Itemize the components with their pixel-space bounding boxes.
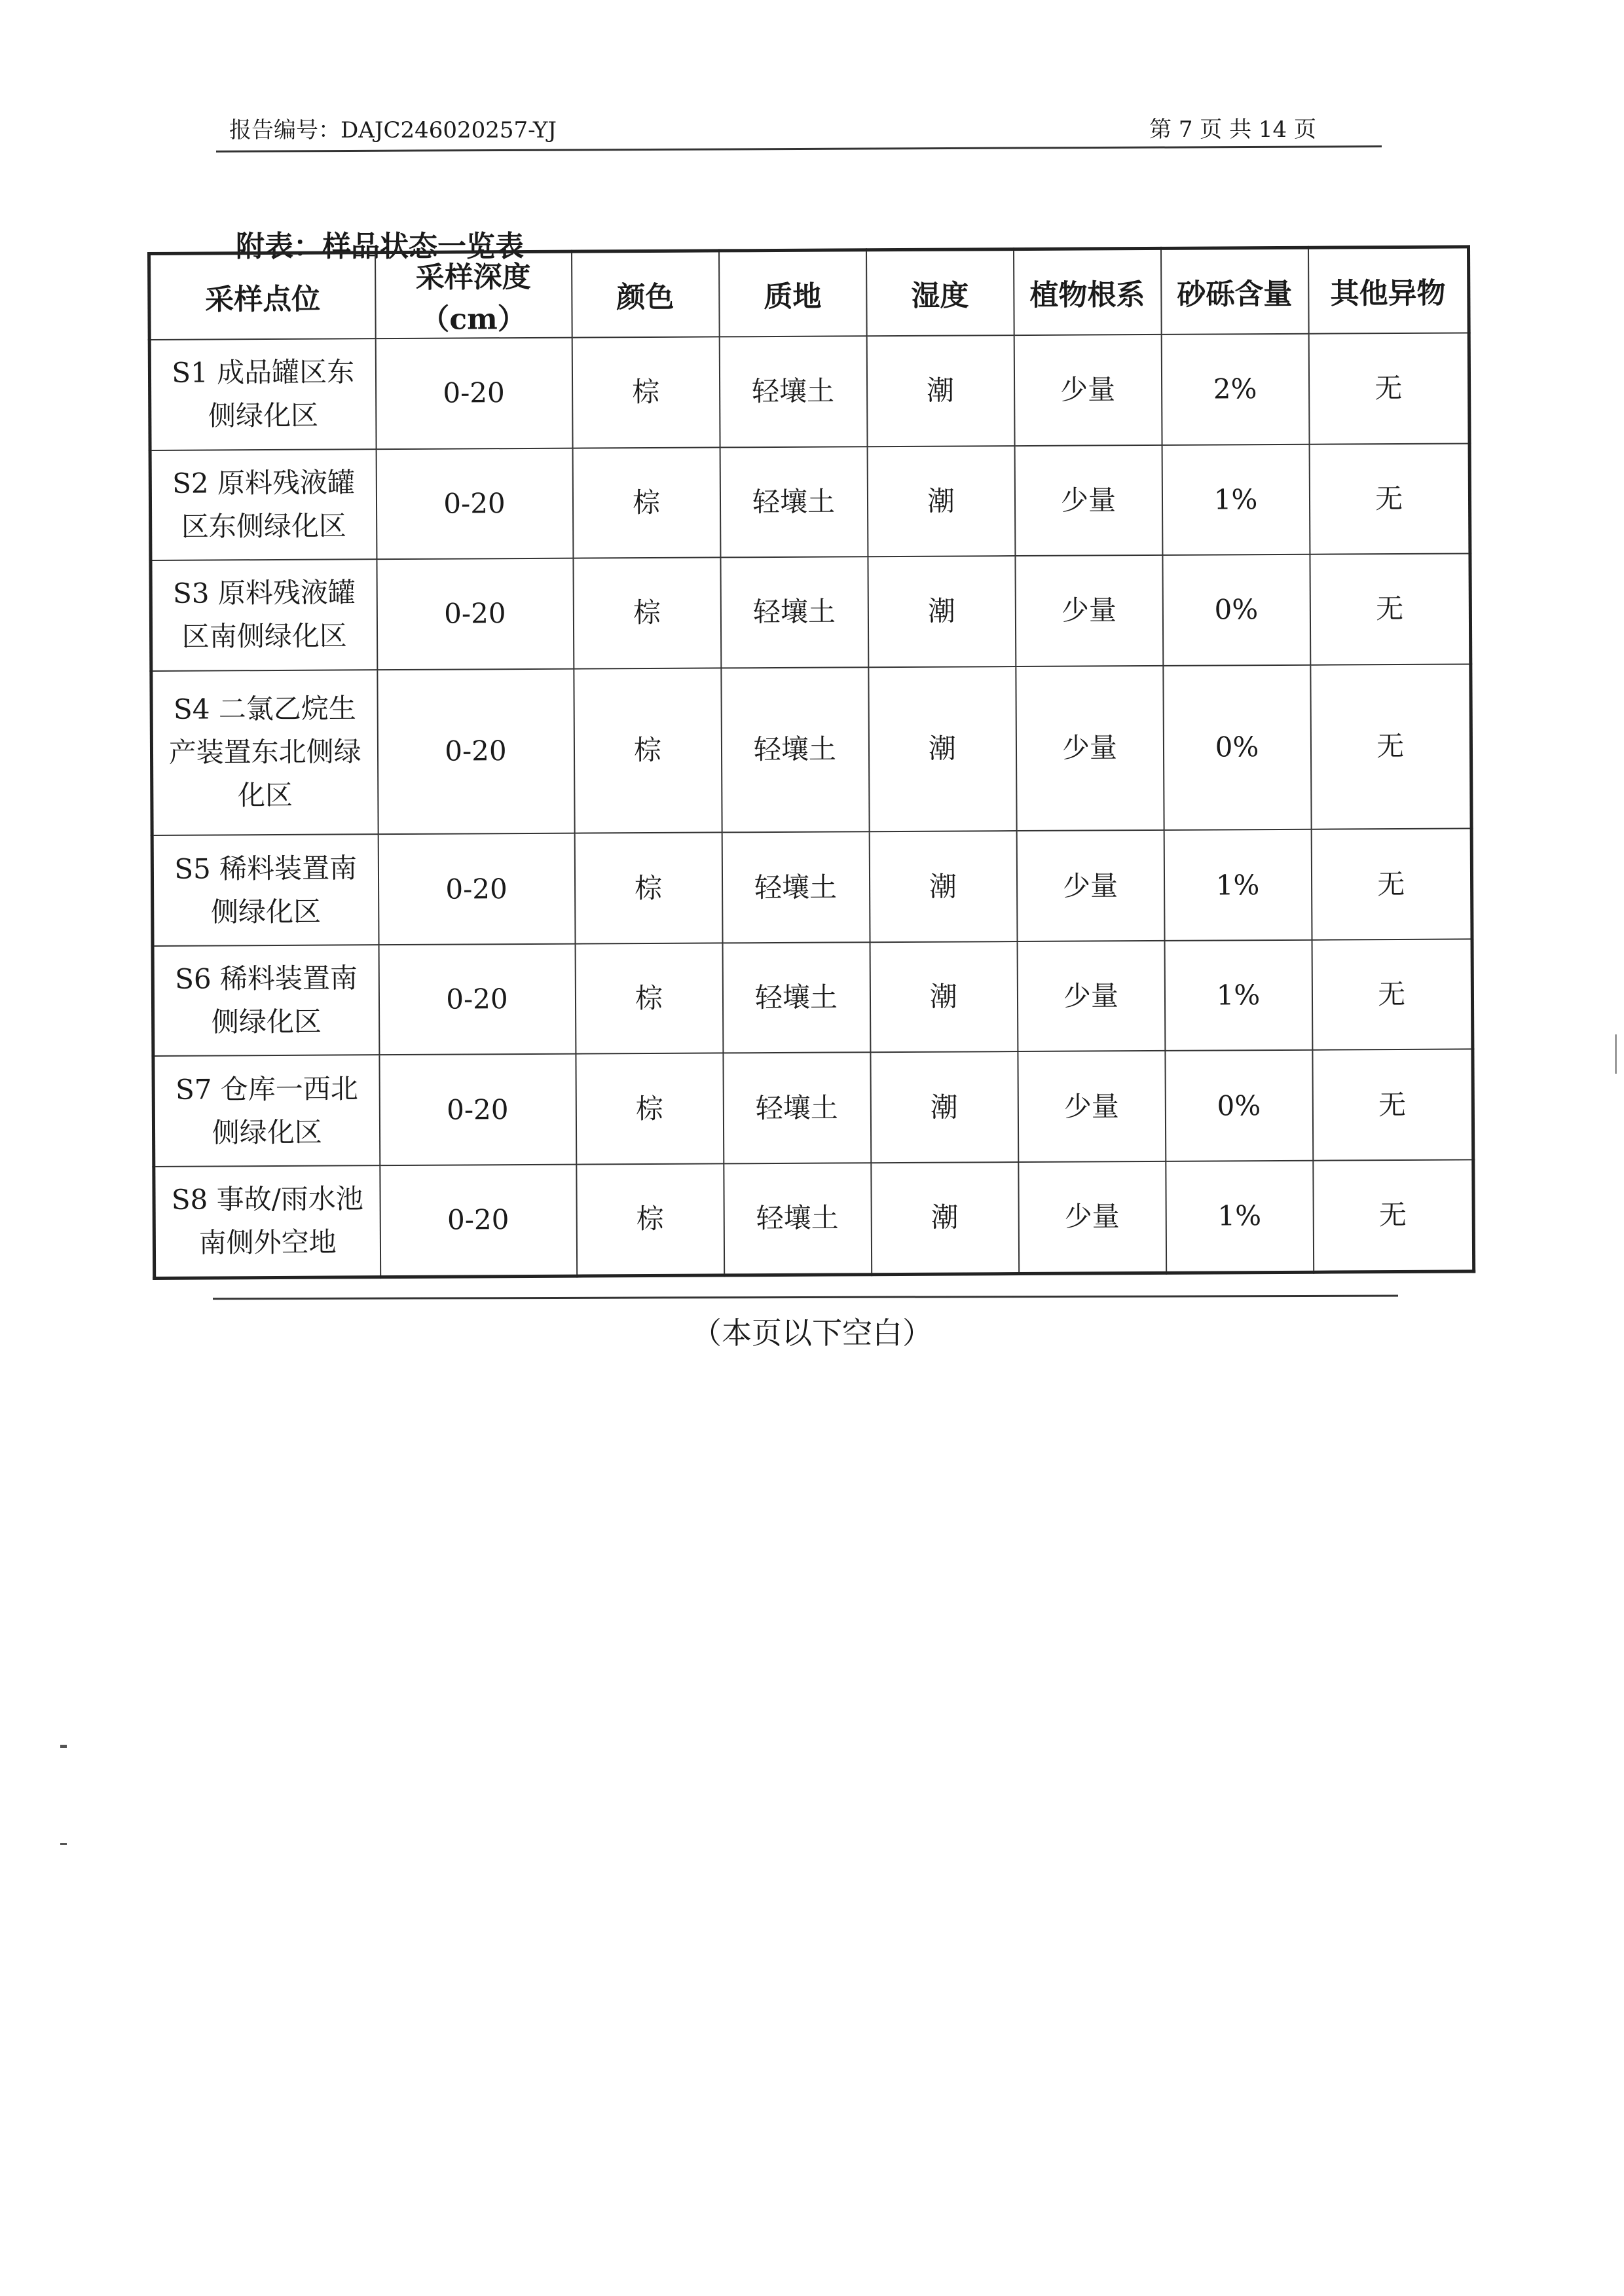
humidity-cell: 潮 [870,1051,1018,1163]
roots-cell: 少量 [1018,1051,1166,1162]
page-header [223,111,1382,151]
blank-page-note: （本页以下空白） [692,1315,932,1351]
location-cell: S6 稀料装置南侧绿化区 [153,945,379,1056]
sample-status-table [147,245,1475,1280]
table-row [154,1159,1474,1278]
gravel-cell: 0% [1163,665,1311,830]
color-cell: 棕 [572,447,720,558]
depth-cell: 0-20 [375,338,572,449]
gravel-cell: 1% [1164,940,1312,1051]
report-number: 报告编号：DAJC246020257-YJ [229,117,557,143]
texture-cell: 轻壤土 [724,1163,872,1275]
location-cell: S4 二氯乙烷生产装置东北侧绿化区 [151,670,378,835]
foreign-cell: 无 [1310,664,1471,829]
humidity-cell: 潮 [871,1162,1019,1275]
gravel-cell: 1% [1166,1161,1314,1273]
table-row [151,554,1471,671]
sample-status-table-wrapper [147,245,1472,1280]
column-header: 砂砾含量 [1160,247,1308,335]
column-header: 湿度 [866,249,1014,337]
scan-speck [60,1843,67,1845]
texture-cell: 轻壤土 [722,832,870,943]
column-header: 颜色 [572,251,720,338]
color-cell: 棕 [575,943,723,1054]
foreign-cell: 无 [1310,554,1471,665]
depth-cell: 0-20 [380,1165,577,1277]
column-header: 其他异物 [1308,247,1469,334]
texture-cell: 轻壤土 [722,942,870,1053]
location-cell: S7 仓库一西北侧绿化区 [153,1055,380,1167]
foreign-cell: 无 [1313,1159,1474,1272]
roots-cell: 少量 [1016,830,1164,941]
table-row [149,333,1469,450]
roots-cell: 少量 [1015,555,1163,666]
color-cell: 棕 [576,1053,724,1165]
location-cell: S2 原料残液罐区东侧绿化区 [150,449,377,560]
table-row [150,443,1470,560]
gravel-cell: 1% [1162,444,1310,555]
gravel-cell: 0% [1165,1050,1313,1161]
page-number: 第 7 页 共 14 页 [1149,117,1316,143]
color-cell: 棕 [574,833,722,944]
scan-speck [1615,1034,1617,1074]
gravel-cell: 0% [1162,555,1310,666]
color-cell: 棕 [573,558,721,669]
texture-cell: 轻壤土 [719,336,867,447]
texture-cell: 轻壤土 [721,667,869,833]
column-header: 质地 [719,250,867,337]
humidity-cell: 潮 [870,941,1018,1053]
humidity-cell: 潮 [868,666,1016,832]
roots-cell: 少量 [1017,941,1165,1052]
table-row [152,829,1472,946]
roots-cell: 少量 [1016,666,1164,831]
color-cell: 棕 [576,1163,724,1276]
depth-cell: 0-20 [378,833,575,945]
location-cell: S1 成品罐区东侧绿化区 [149,338,376,450]
table-caption: 附表：样品状态一览表 [236,230,524,263]
foreign-cell: 无 [1312,1049,1473,1161]
table-row [151,664,1471,835]
color-cell: 棕 [572,337,720,448]
depth-cell: 0-20 [378,943,576,1055]
humidity-cell: 潮 [868,556,1016,667]
footer-divider [213,1295,1398,1300]
texture-cell: 轻壤土 [723,1053,871,1164]
scan-speck [60,1745,67,1748]
gravel-cell: 2% [1161,334,1309,445]
location-cell: S3 原料残液罐区南侧绿化区 [151,559,377,670]
foreign-cell: 无 [1312,939,1473,1050]
roots-cell: 少量 [1018,1161,1166,1274]
humidity-cell: 潮 [866,335,1014,446]
depth-cell: 0-20 [377,668,574,834]
foreign-cell: 无 [1309,443,1470,555]
foreign-cell: 无 [1308,333,1469,444]
table-row [153,939,1473,1056]
location-cell: S8 事故/雨水池南侧外空地 [154,1165,380,1278]
foreign-cell: 无 [1311,829,1472,940]
color-cell: 棕 [574,668,722,833]
humidity-cell: 潮 [867,446,1015,557]
gravel-cell: 1% [1164,829,1312,941]
column-header: 采样深度（cm） [375,251,572,338]
roots-cell: 少量 [1014,335,1162,446]
roots-cell: 少量 [1014,445,1162,556]
depth-cell: 0-20 [377,558,574,670]
column-header: 采样点位 [149,253,376,340]
texture-cell: 轻壤土 [720,446,868,558]
location-cell: S5 稀料装置南侧绿化区 [152,834,378,945]
table-header-row [149,247,1469,340]
depth-cell: 0-20 [376,448,573,559]
column-header: 植物根系 [1013,248,1161,335]
table-row [153,1049,1473,1167]
depth-cell: 0-20 [379,1054,576,1165]
humidity-cell: 潮 [869,831,1017,942]
texture-cell: 轻壤土 [720,556,868,668]
